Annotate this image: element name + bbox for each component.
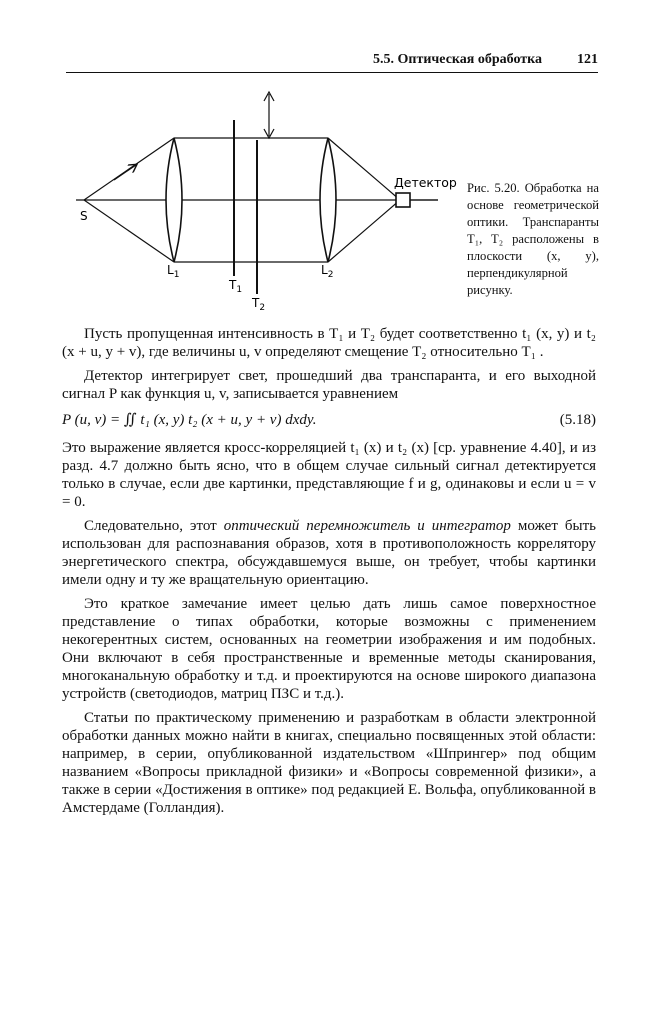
section-title: 5.5. Оптическая обработка — [373, 52, 542, 67]
lens-l2 — [320, 138, 336, 262]
paragraph-4-emphasis: оптический перемножитель и интегратор — [223, 518, 511, 534]
lens-l1 — [166, 138, 182, 262]
detector-box — [396, 193, 410, 207]
label-lens1: $L_1$ — [167, 263, 180, 280]
paragraph-1: Пусть пропущенная интенсивность в T₁ и T₂ будет соответственно t₁ (x, y) и t₂ (x + u, y + v), где величины u, v определяют смещение T₂ относительно T₁ . — [62, 326, 596, 360]
ray-upper-left — [84, 138, 174, 200]
label-detector: Детектор — [394, 175, 457, 190]
paragraph-3: Это выражение является кросс-корреляцией t₁ (x) и t₂ (x) [ср. уравнение 4.40], и из разд. 4.7 должно быть ясно, что в общем случае сильный сигнал детектируется только в случае, если две картинки, представляющие f и g, одинаковы и если u = v = 0. — [62, 440, 596, 510]
label-source: S — [80, 209, 88, 223]
ray-lower-right — [328, 200, 400, 262]
page-number: 121 — [577, 52, 598, 67]
optical-diagram-svg — [66, 88, 460, 318]
equation-body: P (u, v) = ∬ t₁ (x, y) t₂ (x + u, y + v) dxdy. — [62, 412, 317, 428]
ray-arrow — [114, 165, 136, 180]
paragraph-4 — [62, 517, 596, 589]
paragraph-2: Детектор интегрирует свет, прошедший два транспаранта, и его выходной сигнал P как функция u, v, записывается уравнением — [62, 368, 596, 402]
label-transparency1: $T_1$ — [229, 278, 243, 295]
running-header — [66, 52, 598, 73]
paragraph-5: Это краткое замечание имеет целью дать лишь самое поверхностное представление о типах обработки, которые возможны с применением некогерентных систем, основанных на геометрии изображения и им подобных. Они включают в себя пространственные и временные методы сканирования, многоканальную обработку и т.д. и проектируются на основе широкого диапазона устройств (светодиодов, матриц ПЗС и т.д.). — [62, 596, 596, 702]
ray-upper-right — [328, 138, 400, 200]
main-text — [62, 325, 596, 823]
ray-lower-left — [84, 200, 174, 262]
equation-5-18 — [62, 411, 596, 433]
equation-number: (5.18) — [559, 412, 596, 428]
paragraph-4-end: может быть использован для распознавания образов, хотя в противоположность коррелятору энергетического спектра, обсуждавшемуся выше, он требует, чтобы картинки имели одну и ту же вращательную ориентацию. — [62, 518, 596, 588]
figure-caption: Рис. 5.20. Обработка на основе геометрической оптики. Транспаранты T₁, T₂ расположены в плоскости (x, y), перпендикулярной рисунку. — [467, 181, 599, 297]
label-lens2: $L_2$ — [321, 263, 334, 280]
label-transparency2: $T_2$ — [252, 296, 266, 313]
optical-diagram — [66, 88, 460, 318]
paragraph-6: Статьи по практическому применению и разработкам в области электронной обработки данных можно найти в книгах, специально посвященных этой области: например, в серии, опубликованной издательством «Шпрингер» под общим названием «Вопросы прикладной физики» и «Вопросы современной физики», а также в серии «Достижения в оптике» под редакцией Е. Вольфа, опубликованной в Амстердаме (Голландия). — [62, 710, 596, 816]
paragraph-4-start: Следовательно, этот — [84, 518, 224, 534]
